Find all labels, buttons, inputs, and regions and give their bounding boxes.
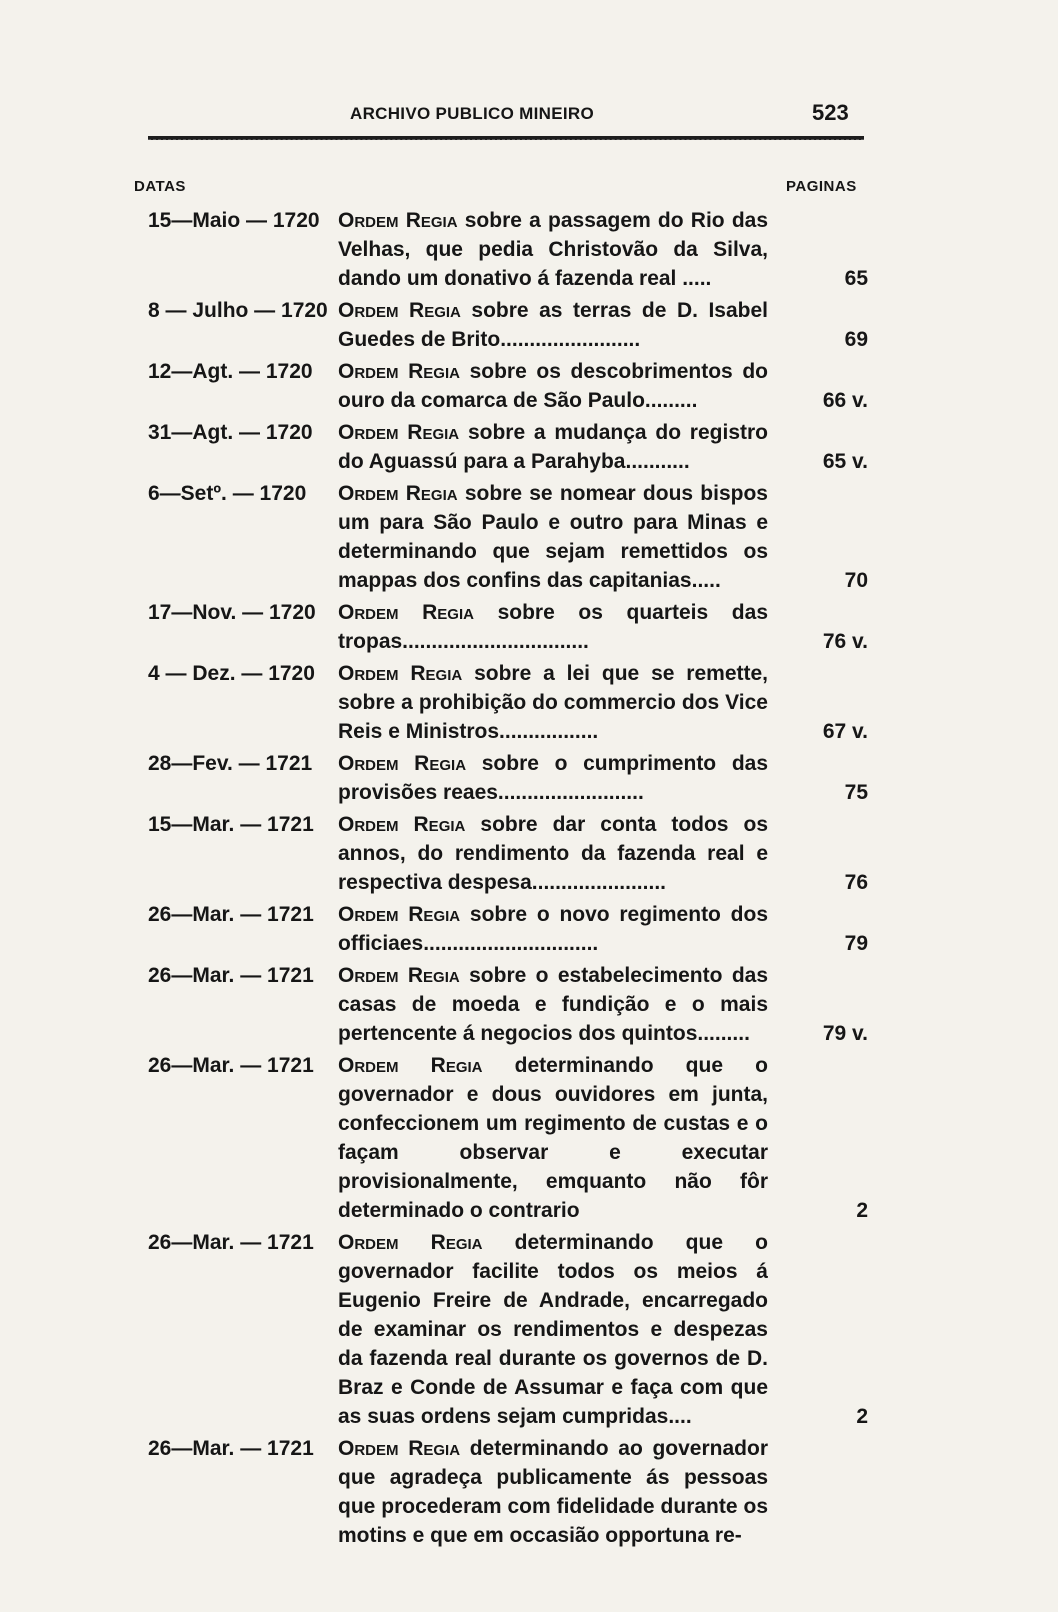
entry-text: determinando que o governador facilite todos os meios á Eugenio Freire de Andrade, encarregado de examinar os rendimentos e despezas da fazenda real durante os governos de D. Braz e Conde de Assumar e faça com que as suas ordens sejam cumpridas....	[338, 1231, 768, 1428]
entry-description	[338, 749, 768, 807]
index-entry	[0, 659, 1058, 746]
entry-date: 17—Nov. — 1720	[148, 601, 316, 624]
entry-text: sobre a lei que se remette, sobre a prohibição do commercio dos Vice Reis e Ministros.................	[338, 662, 768, 743]
entry-page-reference: 70	[844, 569, 868, 592]
entry-lead: Ordem Regia	[338, 662, 463, 685]
entry-date: 4 — Dez. — 1720	[148, 662, 315, 685]
entry-text: sobre os descobrimentos do ouro da comarca de São Paulo.........	[338, 360, 769, 412]
entry-description	[338, 1228, 768, 1431]
entry-page-reference: 79 v.	[822, 1022, 868, 1045]
entry-lead: Ordem Regia	[338, 421, 460, 444]
entry-text: sobre as terras de D. Isabel Guedes de Brito........................	[338, 299, 768, 351]
index-entry	[0, 810, 1058, 897]
entry-page-reference: 2	[856, 1405, 868, 1428]
entry-date: 26—Mar. — 1721	[148, 1231, 314, 1254]
entry-text: sobre se nomear dous bispos um para São Paulo e outro para Minas e determinando que sejam remettidos os mappas dos confins das capitanias.....	[338, 482, 768, 592]
entry-text: sobre os quarteis das tropas................................	[338, 601, 768, 653]
entry-page-reference: 67 v.	[822, 720, 868, 743]
entry-page-reference: 76 v.	[822, 630, 868, 653]
entry-text: sobre dar conta todos os annos, do rendimento da fazenda real e respectiva despesa.......................	[338, 813, 769, 894]
entry-page-reference: 79	[844, 932, 868, 955]
entry-lead: Ordem Regia	[338, 1231, 483, 1254]
entry-text: sobre o estabelecimento das casas de moeda e fundição e o mais pertencente á negocios dos quintos.........	[338, 964, 768, 1045]
entry-lead: Ordem Regia	[338, 1054, 483, 1077]
entry-date: 28—Fev. — 1721	[148, 752, 313, 775]
entry-page-reference: 75	[844, 781, 868, 804]
entry-date: 15—Maio — 1720	[148, 209, 320, 232]
entry-lead: Ordem Regia	[338, 482, 458, 505]
entry-description	[338, 206, 768, 293]
entry-date: 12—Agt. — 1720	[148, 360, 313, 383]
entry-page-reference: 65	[844, 267, 868, 290]
entry-description	[338, 357, 768, 415]
pages-column-heading: PAGINAS	[786, 178, 857, 195]
index-entry	[0, 1228, 1058, 1431]
entry-text: determinando que o governador e dous ouvidores em junta, confeccionem um regimento de custas e o façam observar e executar provisionalmente, emquanto não fôr determinado o contrario	[338, 1054, 768, 1222]
dates-column-heading: DATAS	[134, 178, 186, 195]
entry-lead: Ordem Regia	[338, 813, 466, 836]
entry-text: sobre a passagem do Rio das Velhas, que pedia Christovão da Silva, dando um donativo á fazenda real .....	[338, 209, 768, 290]
entry-lead: Ordem Regia	[338, 903, 461, 926]
entry-description	[338, 479, 768, 595]
index-entry	[0, 900, 1058, 958]
entry-description	[338, 1051, 768, 1225]
entry-description	[338, 659, 768, 746]
entry-text: sobre o novo regimento dos officiaes..............................	[338, 903, 768, 955]
index-entry	[0, 296, 1058, 354]
entry-description	[338, 418, 768, 476]
index-entries	[0, 206, 1058, 1553]
entry-date: 8 — Julho — 1720	[148, 299, 328, 322]
header-rule	[148, 136, 864, 140]
index-entry	[0, 1051, 1058, 1225]
running-head: ARCHIVO PUBLICO MINEIRO	[350, 104, 594, 123]
entry-date: 26—Mar. — 1721	[148, 964, 314, 987]
entry-description	[338, 961, 768, 1048]
index-entry	[0, 206, 1058, 293]
entry-page-reference: 66 v.	[822, 389, 868, 412]
index-entry	[0, 418, 1058, 476]
index-entry	[0, 479, 1058, 595]
entry-lead: Ordem Regia	[338, 1437, 461, 1460]
index-entry	[0, 749, 1058, 807]
entry-page-reference: 76	[844, 871, 868, 894]
entry-text: determinando ao governador que agradeça publicamente ás pessoas que procederam com fidelidade durante os motins e que em occasião opportuna re-	[338, 1437, 768, 1547]
index-entry	[0, 1434, 1058, 1550]
entry-lead: Ordem Regia	[338, 601, 474, 624]
entry-page-reference: 69	[844, 328, 868, 351]
entry-description	[338, 900, 768, 958]
entry-date: 6—Setº. — 1720	[148, 482, 307, 505]
entry-text: sobre a mudança do registro do Aguassú para a Parahyba...........	[338, 421, 768, 473]
entry-description	[338, 1434, 768, 1550]
entry-description	[338, 598, 768, 656]
entry-lead: Ordem Regia	[338, 752, 467, 775]
entry-lead: Ordem Regia	[338, 209, 458, 232]
index-entry	[0, 961, 1058, 1048]
index-entry	[0, 357, 1058, 415]
entry-date: 15—Mar. — 1721	[148, 813, 314, 836]
entry-lead: Ordem Regia	[338, 964, 460, 987]
index-entry	[0, 598, 1058, 656]
entry-description	[338, 296, 768, 354]
entry-date: 31—Agt. — 1720	[148, 421, 313, 444]
entry-page-reference: 65 v.	[822, 450, 868, 473]
entry-date: 26—Mar. — 1721	[148, 1054, 314, 1077]
entry-page-reference: 2	[856, 1199, 868, 1222]
entry-text: sobre o cumprimento das provisões reaes.........................	[338, 752, 769, 804]
entry-description	[338, 810, 768, 897]
entry-date: 26—Mar. — 1721	[148, 1437, 314, 1460]
entry-lead: Ordem Regia	[338, 360, 460, 383]
entry-lead: Ordem Regia	[338, 299, 461, 322]
entry-date: 26—Mar. — 1721	[148, 903, 314, 926]
page-number: 523	[812, 100, 849, 125]
